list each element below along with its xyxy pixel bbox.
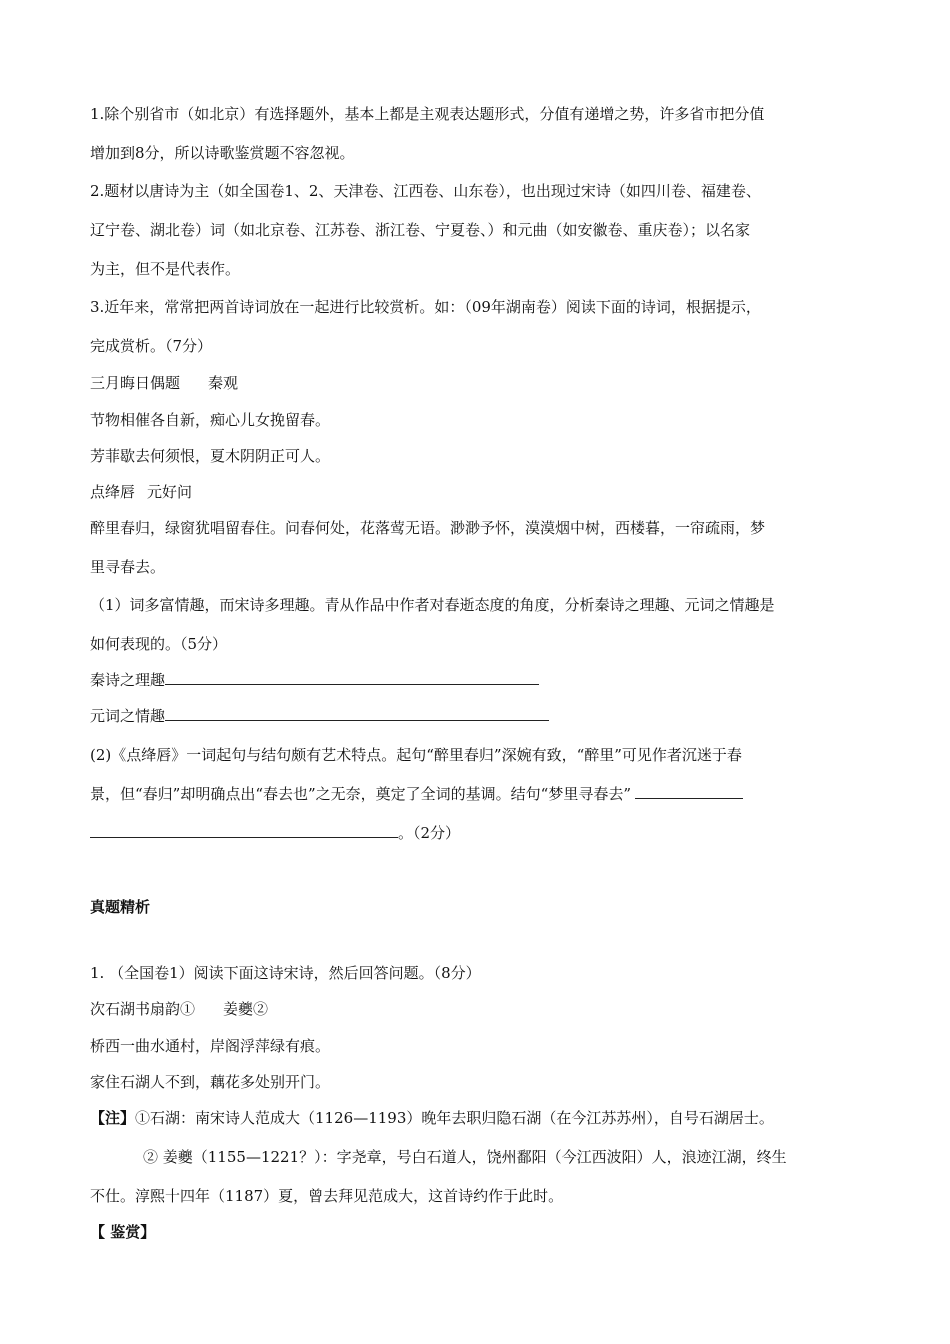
example-1-note-2-line-1: ② 姜夔（1155—1221？）：字尧章，号白石道人，饶州鄱阳（今江西波阳）人，浪迹江湖，终生 — [143, 1148, 787, 1166]
example-1-question: 1. （全国卷1）阅读下面这诗宋诗，然后回答问题。（8分） — [90, 964, 481, 982]
intro-paragraph-1-line-1: 1.除个别省市（如北京）有选择题外，基本上都是主观表达题形式，分值有递增之势，许多省市把分值 — [90, 105, 765, 123]
example-1-poem-line-1: 桥西一曲水通村，岸阁浮萍绿有痕。 — [90, 1037, 331, 1055]
note-label: 【注】 — [90, 1109, 136, 1127]
example-1-note-1 — [90, 1108, 774, 1128]
question-1-line-1: （1）词多富情趣，而宋诗多理趣。青从作品中作者对春逝态度的角度，分析秦诗之理趣、元词之情趣是 — [90, 596, 775, 614]
poem-1-line-2: 芳菲歇去何须恨，夏木阴阴正可人。 — [90, 447, 331, 465]
poem-2-heading — [90, 482, 192, 502]
poem-2-author: 元好问 — [147, 483, 193, 501]
intro-paragraph-3-line-1: 3.近年来，常常把两首诗词放在一起进行比较赏析。如：（09年湖南卷）阅读下面的诗词，根据提示， — [90, 298, 761, 316]
answer-blank-yuan[interactable] — [165, 706, 549, 721]
answer-line-qin — [90, 670, 539, 690]
answer-label-qin: 秦诗之理趣 — [90, 671, 166, 689]
note-1-text: ①石湖：南宋诗人范成大（1126—1193）晚年去职归隐石湖（在今江苏苏州），自号石湖居士。 — [135, 1109, 774, 1127]
intro-paragraph-3-line-2: 完成赏析。（7分） — [90, 337, 213, 355]
answer-line-yuan — [90, 706, 549, 726]
example-1-poem-heading — [90, 999, 268, 1019]
answer-blank-q2-a[interactable] — [635, 784, 743, 799]
poem-2-line-1: 醉里春归，绿窗犹唱留春住。问春何处，花落莺无语。渺渺予怀，漠漠烟中树，西楼暮，一帘疏雨，梦 — [90, 519, 766, 537]
intro-paragraph-2-line-3: 为主，但不是代表作。 — [90, 260, 241, 278]
answer-blank-qin[interactable] — [165, 670, 539, 685]
question-1-line-2: 如何表现的。（5分） — [90, 635, 228, 653]
intro-paragraph-2-line-1: 2.题材以唐诗为主（如全国卷1、2、天津卷、江西卷、山东卷），也出现过宋诗（如四川卷、福建卷、 — [90, 182, 761, 200]
poem-2-line-2: 里寻春去。 — [90, 558, 166, 576]
example-1-title: 次石湖书扇韵① — [90, 1000, 196, 1018]
question-2-line-2-text: 景，但“春归”却明确点出“春去也”之无奈，奠定了全词的基调。结句“梦里寻春去” — [90, 785, 632, 803]
answer-blank-q2-b[interactable] — [90, 823, 398, 838]
poem-1-heading — [90, 373, 238, 393]
example-1-note-2-line-2: 不仕。淳熙十四年（1187）夏，曾去拜见范成大，这首诗约作于此时。 — [90, 1187, 564, 1205]
intro-paragraph-1-line-2: 增加到8分，所以诗歌鉴赏题不容忽视。 — [90, 144, 355, 162]
poem-1-line-1: 节物相催各自新，痴心儿女挽留春。 — [90, 411, 331, 429]
question-2-line-2 — [90, 784, 743, 804]
question-2-line-1: (2)《点绛唇》一词起句与结句颇有艺术特点。起句“醉里春归”深婉有致，“醉里”可见作者沉迷于春 — [90, 746, 742, 764]
example-1-poem-line-2: 家住石湖人不到，藕花多处别开门。 — [90, 1073, 331, 1091]
question-2-line-3 — [90, 823, 460, 843]
question-2-score: 。（2分） — [398, 824, 461, 842]
poem-1-title: 三月晦日偶题 — [90, 374, 181, 392]
poem-1-author: 秦观 — [208, 374, 239, 392]
appreciation-label: 【 鉴赏】 — [90, 1223, 156, 1241]
section-heading: 真题精析 — [90, 898, 151, 916]
example-1-author: 姜夔② — [223, 1000, 269, 1018]
intro-paragraph-2-line-2: 辽宁卷、湖北卷）词（如北京卷、江苏卷、浙江卷、宁夏卷、）和元曲（如安徽卷、重庆卷）；以名家 — [90, 221, 751, 239]
answer-label-yuan: 元词之情趣 — [90, 707, 166, 725]
poem-2-title: 点绛唇 — [90, 483, 136, 501]
